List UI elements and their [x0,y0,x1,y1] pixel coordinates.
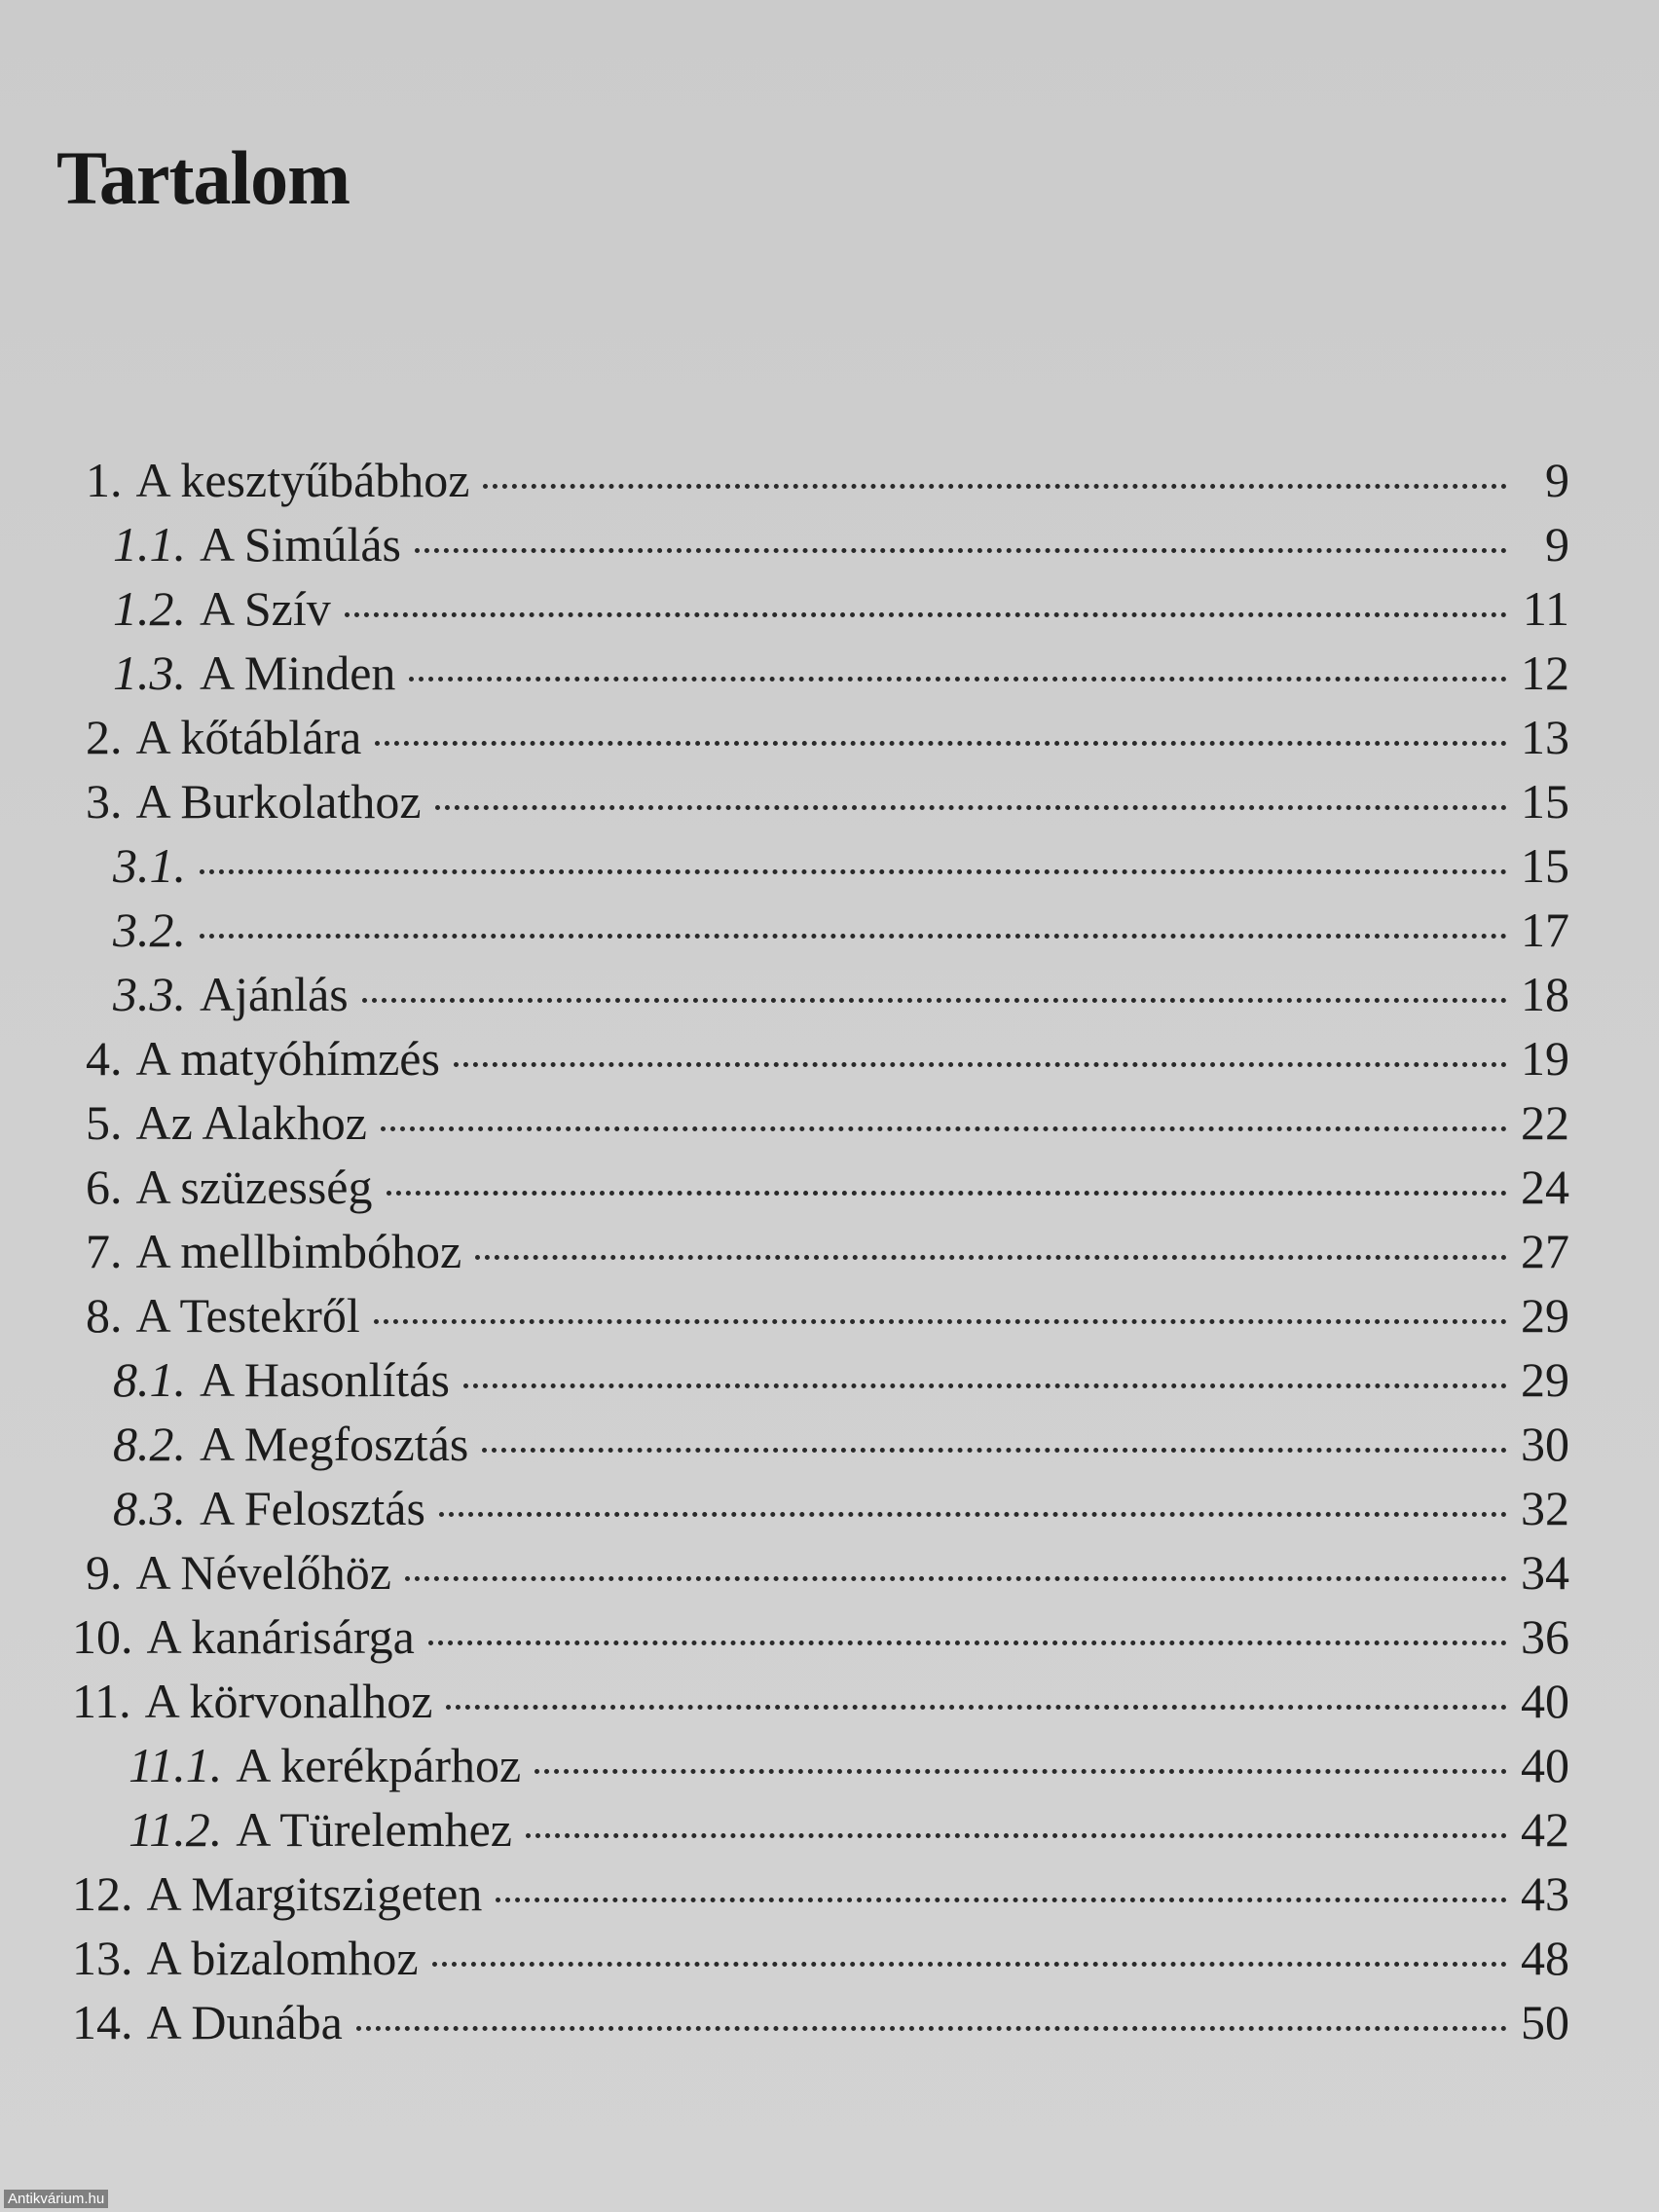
toc-entry [86,1219,1569,1283]
toc-entry [72,1604,1569,1669]
dot-leader [439,1512,1507,1517]
toc-entry-number: 9. [86,1545,123,1600]
toc-entry-title: A bizalomhoz [146,1931,419,1985]
toc-entry-title: A Testekről [135,1288,360,1343]
dot-leader [375,741,1507,746]
toc-entry-title: A mellbimbóhoz [135,1224,462,1278]
toc-entry-page: 34 [1521,1545,1569,1600]
toc-entry-page: 15 [1521,838,1569,893]
dot-leader [446,1705,1507,1710]
toc-entry-title: A kőtáblára [135,710,362,764]
toc-subentry [113,641,1569,705]
dot-leader [526,1833,1507,1838]
dot-leader [428,1641,1507,1645]
toc-entry [86,1155,1569,1219]
toc-entry-title: A körvonalhoz [144,1674,433,1728]
toc-entry-title: A Dunába [146,1995,343,2049]
toc-entry-page: 40 [1521,1738,1569,1792]
toc-subentry [113,576,1569,641]
dot-leader [409,677,1507,682]
watermark: Antikvárium.hu [4,2190,108,2208]
toc-entry-title: A Türelemhez [236,1802,512,1857]
toc-entry-number: 8.2. [113,1417,186,1471]
dot-leader [356,2026,1507,2031]
toc-subentry [129,1797,1569,1862]
dot-leader [381,1126,1507,1131]
dot-leader [496,1898,1507,1902]
toc-entry-number: 14. [72,1995,133,2049]
toc-entry-page: 29 [1521,1352,1569,1407]
toc-entry-title: A kanárisárga [146,1609,415,1664]
page-title: Tartalom [56,135,350,221]
toc-entry-page: 18 [1521,967,1569,1021]
dot-leader [362,998,1507,1003]
dot-leader [483,484,1507,489]
dot-leader [200,869,1507,874]
toc-entry-number: 11.1. [129,1738,223,1792]
toc-entry-number: 13. [72,1931,133,1985]
toc-entry [86,1026,1569,1090]
toc-entry-number: 8.1. [113,1352,186,1407]
toc-entry-number: 3.1. [113,838,186,893]
toc-entry-page: 13 [1521,710,1569,764]
toc-entry-page: 30 [1521,1417,1569,1471]
toc-entry-number: 12. [72,1866,133,1921]
toc-entry-title: A kerékpárhoz [236,1738,522,1792]
toc-entry-page: 29 [1521,1288,1569,1343]
toc-subentry [113,1476,1569,1540]
toc-entry [86,705,1569,769]
toc-entry [72,1669,1569,1733]
toc-entry-number: 7. [86,1224,123,1278]
toc-entry-page: 32 [1521,1481,1569,1535]
toc-entry-title: Ajánlás [200,967,349,1021]
toc-subentry [113,1412,1569,1476]
toc-entry-number: 4. [86,1031,123,1086]
toc-entry-number: 8.3. [113,1481,186,1535]
dot-leader [387,1191,1508,1196]
toc-entry-number: 8. [86,1288,123,1343]
toc-subentry [113,833,1569,898]
toc-entry-page: 11 [1522,581,1569,636]
toc-entry [72,1926,1569,1990]
toc-entry [86,1283,1569,1347]
toc-subentry [113,1347,1569,1412]
toc-entry-title: A kesztyűbábhoz [135,453,470,507]
toc-subentry [113,898,1569,962]
dot-leader [475,1255,1507,1260]
toc-entry-number: 11. [72,1674,131,1728]
toc-entry-title: A szüzesség [135,1160,373,1214]
toc-entry-page: 42 [1521,1802,1569,1857]
toc-entry-page: 36 [1521,1609,1569,1664]
toc-subentry [129,1733,1569,1797]
dot-leader [463,1383,1507,1388]
toc-entry [72,1990,1569,2054]
toc-entry-number: 3.3. [113,967,186,1021]
toc-entry-page: 12 [1521,645,1569,700]
toc-entry [86,769,1569,833]
dot-leader [454,1062,1507,1067]
toc-entry-page: 22 [1521,1095,1569,1150]
dot-leader [405,1576,1507,1581]
toc-entry-title: Az Alakhoz [135,1095,367,1150]
toc-entry [86,1090,1569,1155]
dot-leader [200,934,1507,939]
dot-leader [482,1448,1507,1453]
toc-entry-title: A Névelőhöz [135,1545,391,1600]
toc-entry-page: 48 [1521,1931,1569,1985]
toc-entry-number: 2. [86,710,123,764]
toc-entry-title: A Minden [200,645,396,700]
toc-entry-number: 10. [72,1609,133,1664]
toc-entry-page: 15 [1521,774,1569,829]
toc-entry-title: A Hasonlítás [200,1352,450,1407]
toc-entry-title: A Felosztás [200,1481,425,1535]
toc-entry-number: 11.2. [129,1802,223,1857]
toc-entry-page: 40 [1521,1674,1569,1728]
toc-entry-page: 17 [1521,903,1569,957]
dot-leader [345,612,1507,617]
toc-entry-page: 19 [1521,1031,1569,1086]
toc-entry-number: 6. [86,1160,123,1214]
dot-leader [535,1769,1507,1774]
toc-entry-title: A Margitszigeten [146,1866,483,1921]
dot-leader [432,1962,1507,1967]
toc-entry-number: 5. [86,1095,123,1150]
toc-entry [86,448,1569,512]
toc-entry [86,1540,1569,1604]
toc-entry-title: A Szív [200,581,331,636]
toc-entry-title: A Simúlás [200,517,401,571]
toc-entry [72,1862,1569,1926]
toc-entry-title: A matyóhímzés [135,1031,440,1086]
toc-entry-page: 50 [1521,1995,1569,2049]
toc-entry-page: 27 [1521,1224,1569,1278]
toc-entry-page: 24 [1521,1160,1569,1214]
toc-entry-page: 43 [1521,1866,1569,1921]
toc-subentry [113,962,1569,1026]
dot-leader [415,548,1507,553]
toc-entry-number: 1. [86,453,123,507]
toc-entry-title: A Megfosztás [200,1417,469,1471]
toc-entry-title: A Burkolathoz [135,774,422,829]
dot-leader [374,1319,1507,1324]
toc-entry-number: 3. [86,774,123,829]
dot-leader [435,805,1507,810]
toc-subentry [113,512,1569,576]
toc-entry-number: 3.2. [113,903,186,957]
toc-entry-page: 9 [1545,517,1569,571]
toc-entry-page: 9 [1545,453,1569,507]
toc-entry-number: 1.3. [113,645,186,700]
toc-entry-number: 1.1. [113,517,186,571]
toc-entry-number: 1.2. [113,581,186,636]
